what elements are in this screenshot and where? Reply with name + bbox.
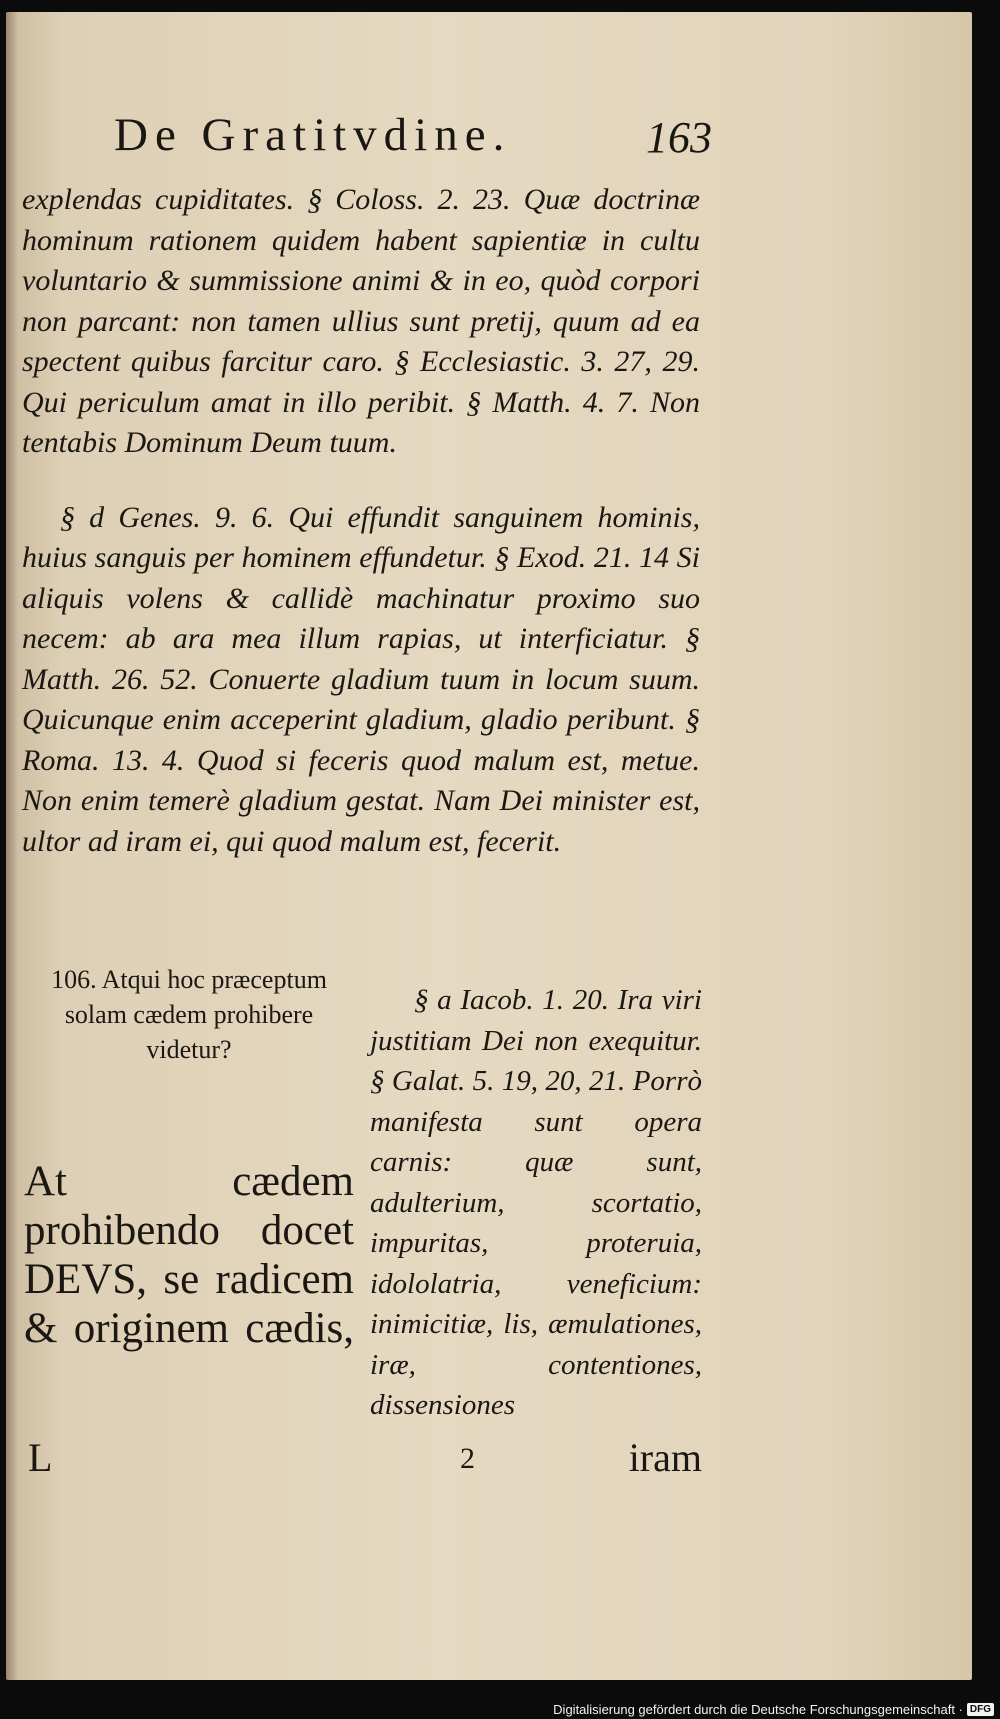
catechism-answer: At cædem prohibendo docet DEVS, se radicem & originem cædis, (24, 1158, 354, 1352)
page-number: 163 (646, 113, 712, 162)
signature-number: 2 (460, 1442, 475, 1475)
paragraph-2: § d Genes. 9. 6. Qui effundit sanguinem hominis, huius sanguis per hominem effundetur. § Exod. 21. 14 Si aliquis volens & callidè machinatur proximo suo necem: ab ara mea illum rapias, ut interficiatur. § Matth. 26. 52. Conuerte gladium tuum in locum suum. Quicunque enim acceperint gladium, gladio peribunt. § Roma. 13. 4. Quod si feceris quod malum est, metue. Non enim temerè gladium gestat. Nam Dei minister est, ultor ad iram ei, qui quod malum est, fecerit. (22, 500, 700, 858)
credit-text: Digitalisierung gefördert durch die Deutsche Forschungsgemeinschaft · (553, 1702, 963, 1717)
dfg-logo: DFG (967, 1703, 994, 1716)
main-text-block (22, 180, 700, 862)
book-page (6, 12, 972, 1680)
signature-letter: L (28, 1435, 53, 1480)
paragraph-1: explendas cupiditates. § Coloss. 2. 23. Quæ doctrinæ hominum rationem quidem habent sapientiæ in cultu voluntario & summissione animi & in eo, quòd corpori non parcant: non tamen ullius sunt pretij, quum ad ea spectent quibus farcitur caro. § Ecclesiastic. 3. 27, 29. Qui periculum amat in illo peribit. § Matth. 4. 7. Non tentabis Dominum Deum tuum. (22, 183, 700, 459)
catchword: iram (628, 1435, 702, 1480)
scripture-references-column: § a Iacob. 1. 20. Ira viri justitiam Dei non exequitur. § Galat. 5. 19, 20, 21. Porrò manifesta sunt opera carnis: quæ sunt, adulterium, scortatio, impuritas, proteruia, idololatria, veneficium: inimicitiæ, lis, æmulationes, iræ, contentiones, dissensiones (370, 984, 702, 1421)
running-title: De Gratitvdine. (114, 109, 512, 161)
digitization-credit (553, 1702, 994, 1717)
catechism-question: 106. Atqui hoc præceptum solam cædem prohibere videtur? (51, 965, 327, 1064)
